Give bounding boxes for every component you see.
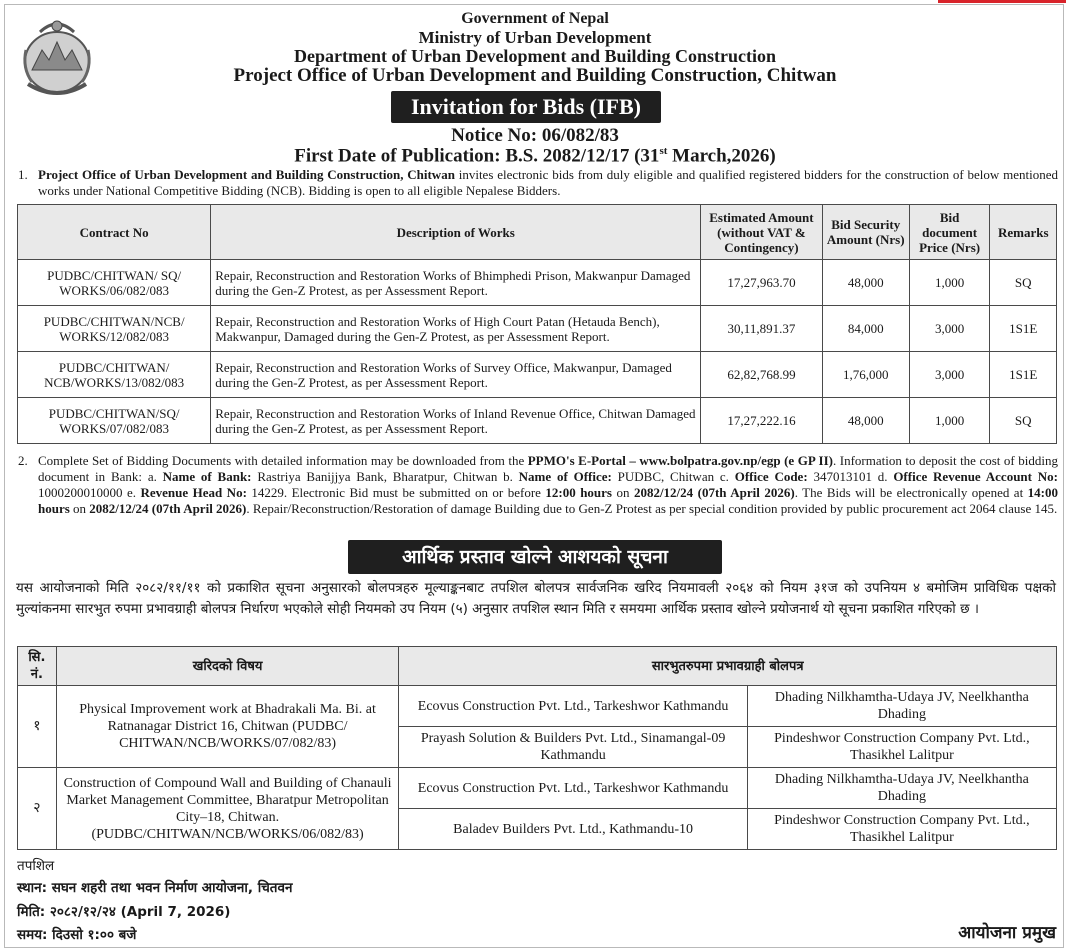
footer-time: समय: दिउसो १:०० बजे [17, 927, 137, 943]
responsive-table-header: सि. नं. खरिदको विषय सारभुतरुपमा प्रभावग्राही बोलपत्र [18, 647, 1057, 686]
table-row: २ Construction of Compound Wall and Building of Chanauli Market Management Committee, Bharatpur Metropolitan City–18, Chitwan. (PUDBC/CHITWAN/NCB/WORKS/06/082/83) Ecovus Construction Pvt. Ltd., Tarkeshwor Kathmandu Dhading Nilkhamtha-Udaya JV, Neelkhantha Dhading [18, 768, 1057, 809]
financial-proposal-banner: आर्थिक प्रस्ताव खोल्ने आशयको सूचना [348, 540, 722, 574]
publication-date: First Date of Publication: B.S. 2082/12/17 (31st March,2026) [294, 145, 776, 167]
header-project-office: Project Office of Urban Development and Building Construction, Chitwan [233, 65, 837, 86]
table-row: PUDBC/CHITWAN/SQ/ WORKS/07/082/083 Repair, Reconstruction and Restoration Works of Inland Revenue Office, Chitwan Damaged during the Gen-Z Protest, as per Assessment Report. 17,27,222.16 48,000 1,000 SQ [18, 398, 1057, 444]
table-row: १ Physical Improvement work at Bhadrakali Ma. Bi. at Ratnanagar District 16, Chitwan (PUDBC/ CHITWAN/NCB/WORKS/07/082/83) Ecovus Construction Pvt. Ltd., Tarkeshwor Kathmandu Dhading Nilkhamtha-Udaya JV, Neelkhantha Dhading [18, 686, 1057, 727]
header-government: Government of Nepal [461, 10, 609, 27]
table-row: PUDBC/CHITWAN/ SQ/ WORKS/06/082/083 Repair, Reconstruction and Restoration Works of Bhimphedi Prison, Makwanpur Damaged during the Gen-Z Protest, as per Assessment Report. 17,27,963.70 48,000 1,000 SQ [18, 260, 1057, 306]
responsive-bids-table [17, 646, 1057, 850]
table-row: PUDBC/CHITWAN/ NCB/WORKS/13/082/083 Repair, Reconstruction and Restoration Works of Survey Office, Makwanpur, Damaged during the Gen-Z Protest, as per Assessment Report. 62,82,768.99 1,76,000 3,000 1S1E [18, 352, 1057, 398]
header-department: Department of Urban Development and Building Construction [293, 46, 777, 66]
table-row: Prayash Solution & Builders Pvt. Ltd., Sinamangal-09 Kathmandu Pindeshwor Construction Company Pvt. Ltd., Thasikhel Lalitpur [18, 727, 1057, 768]
footer-date: मिति: २०८२/१२/२४ (April 7, 2026) [17, 904, 231, 920]
header-ministry: Ministry of Urban Development [418, 28, 652, 47]
ifb-title-banner: Invitation for Bids (IFB) [391, 91, 661, 123]
notice-number: Notice No: 06/082/83 [451, 125, 619, 146]
paragraph-2: 2. Complete Set of Bidding Documents with detailed information may be downloaded from the PPMO's E-Portal – www.bolpatra.gov.np/egp (e GP II). Information to deposit the cost of bidding document in Bank: a. Name of Bank: Rastriya Banijjya Bank, Bharatpur, Chitwan b. Name of Office: PUDBC, Chitwan c. Office Code: 347013101 d. Office Revenue Account No: 1000200010000 e. Revenue Head No: 14229. Electronic Bid must be submitted on or before 12:00 hours on 2082/12/24 (07th April 2026). The Bids will be electronically opened at 14:00 hours on 2082/12/24 (07th April 2026). Repair/Reconstruction/Restoration of damage Building due to Gen-Z Protest as per special condition provided by public procurement act 2064 clause 145. [18, 453, 1059, 516]
paragraph-1: 1. Project Office of Urban Development and Building Construction, Chitwan invites electronic bids from duly eligible and qualified registered bidders for the construction of below mentioned works under National Competitive Bidding (NCB). Bidding is open to all eligible Nepalese Bidders. [18, 167, 1058, 198]
bids-table [17, 204, 1057, 444]
footer-tapashil: तपशिल [17, 858, 55, 874]
nepali-notice-paragraph: यस आयोजनाको मिति २०८२/११/११ को प्रकाशित सूचना अनुसारको बोलपत्रहरु मूल्याङ्कनबाट तपशिल बोलपत्र सार्वजनिक खरिद नियमावली २०६४ को नियम ३१ज को उपनियम ४ बमोजिम प्राविधिक पक्षको मुल्यांकनमा सारभुत रुपमा प्रभावग्राही बोलपत्र निर्धारण भएकोले सोही नियमको उप नियम (५) अनुसार तपशिल स्थान मिति र समयमा आर्थिक प्रस्ताव खोल्ने प्रयोजनार्थ यो सूचना प्रकाशित गरिएको छ । [16, 580, 1056, 617]
footer-place: स्थान: सघन शहरी तथा भवन निर्माण आयोजना, चितवन [17, 880, 293, 896]
red-corner-mark [938, 0, 1066, 3]
e-portal-link[interactable]: PPMO's E-Portal – www.bolpatra.gov.np/egp (e GP II) [527, 453, 834, 468]
signatory-title: आयोजना प्रमुख [958, 923, 1056, 943]
table-row: PUDBC/CHITWAN/NCB/ WORKS/12/082/083 Repair, Reconstruction and Restoration Works of High Court Patan (Hetauda Bench), Makwanpur, Damaged during the Gen-Z Protest, as per Assessment Report. 30,11,891.37 84,000 3,000 1S1E [18, 306, 1057, 352]
bids-table-header: Contract No Description of Works Estimated Amount (without VAT & Contingency) Bid Security Amount (Nrs) Bid document Price (Nrs) Remarks [18, 205, 1057, 260]
table-row: Baladev Builders Pvt. Ltd., Kathmandu-10 Pindeshwor Construction Company Pvt. Ltd., Thasikhel Lalitpur [18, 809, 1057, 850]
